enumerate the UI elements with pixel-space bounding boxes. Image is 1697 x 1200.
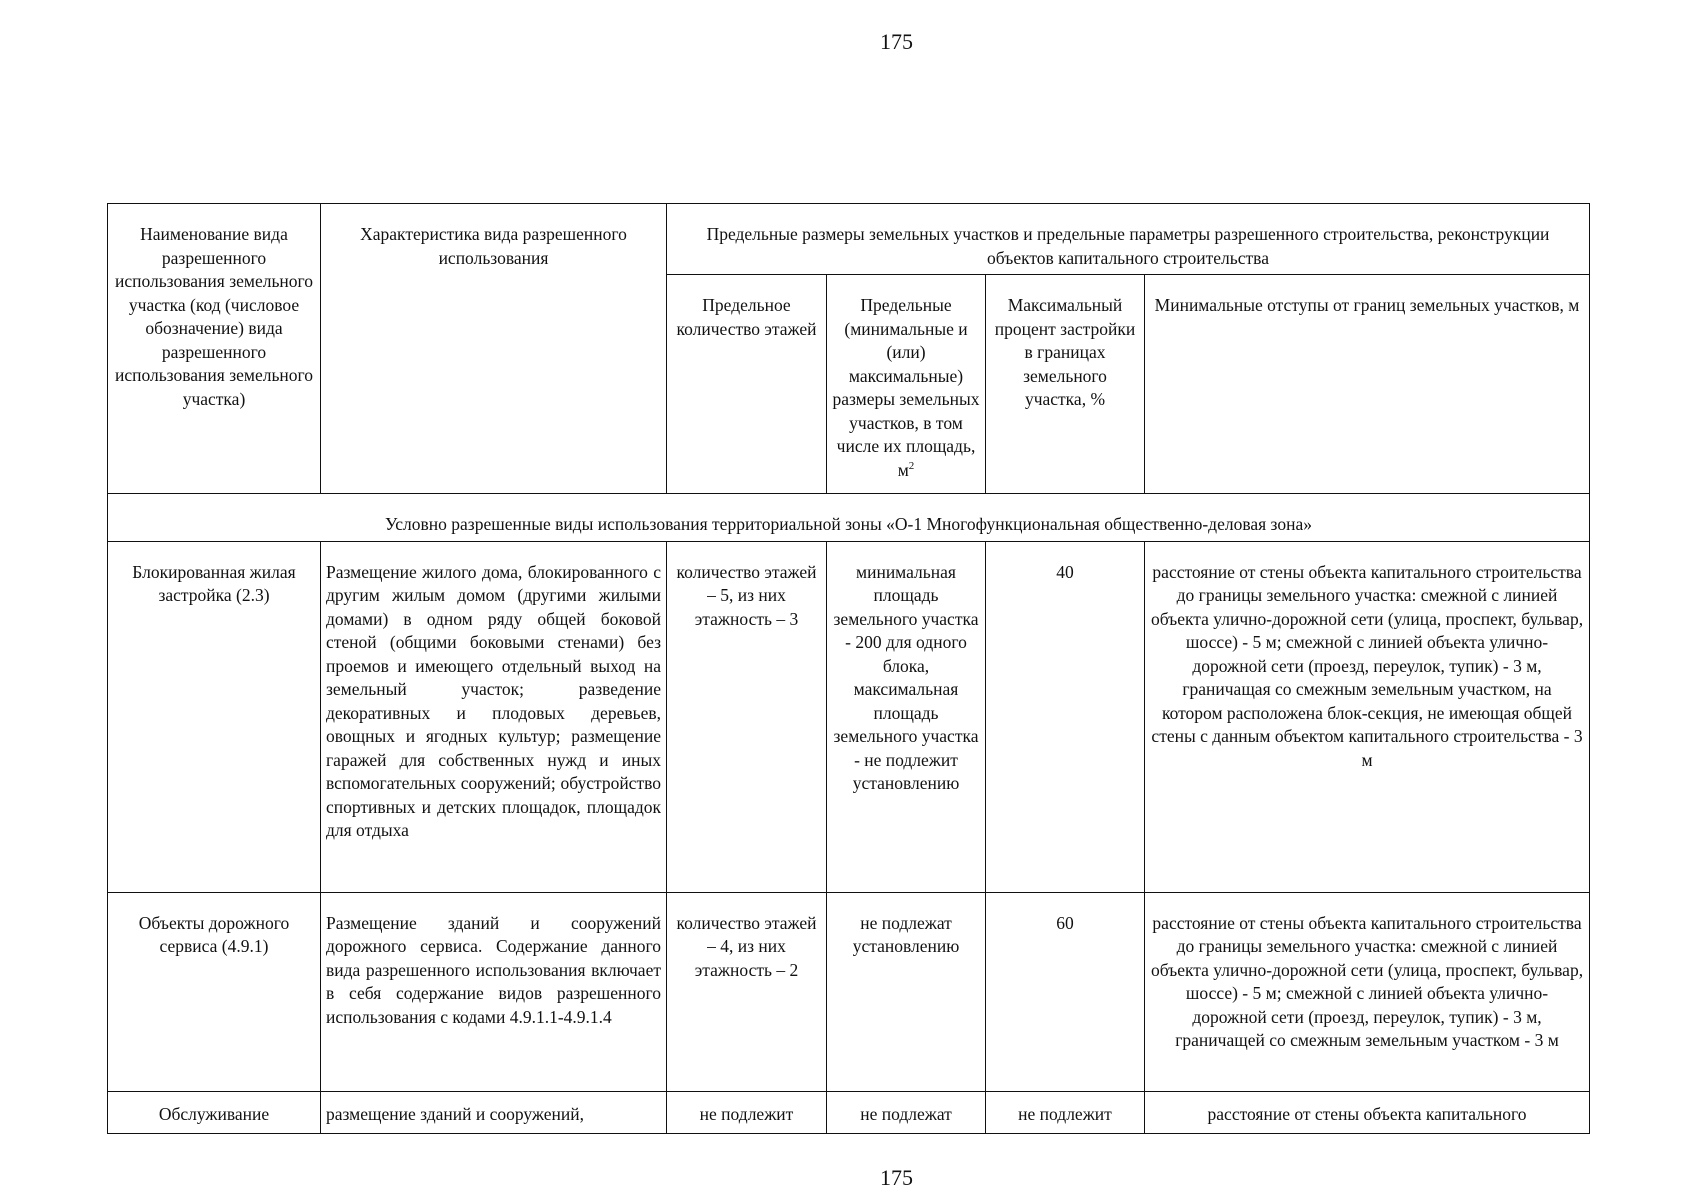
use-description: размещение зданий и сооружений, <box>321 1091 667 1134</box>
table-header-row <box>108 204 1590 275</box>
setbacks: расстояние от стены объекта капитального строительства до границы земельного участка: смежной с линией объекта улично-дорожной сети (улица, проспект, бульвар, шоссе) - 5 м; смежной с линией объекта улично-дорожной сети (проезд, переулок, тупик) - 3 м, граничащей со смежным земельным участком - 3 м <box>1145 892 1590 1091</box>
use-description: Размещение зданий и сооружений дорожного сервиса. Содержание данного вида разрешенного использования включает в себя содержание видов разрешенного использования с кодами 4.9.1.1-4.9.1.4 <box>321 892 667 1091</box>
header-limits-group: Предельные размеры земельных участков и предельные параметры разрешенного строительства, реконструкции объектов капитального строительства <box>667 204 1590 275</box>
floors-limit: не подлежит <box>667 1091 827 1134</box>
floors-limit: количество этажей – 5, из них этажность – 3 <box>667 541 827 892</box>
setbacks: расстояние от стены объекта капитального <box>1145 1091 1590 1134</box>
page-number-bottom: 175 <box>880 1165 913 1190</box>
plot-size-limit: не подлежат <box>827 1091 986 1134</box>
header-plot-sizes-sup: 2 <box>908 459 915 472</box>
table-row <box>108 541 1590 892</box>
header-build-percent: Максимальный процент застройки в границах земельного участка, % <box>986 275 1145 494</box>
zoning-regulations-table <box>107 203 1590 1134</box>
plot-size-limit: минимальная площадь земельного участка - 200 для одного блока, максимальная площадь земельного участка - не подлежит установлению <box>827 541 986 892</box>
use-name: Объекты дорожного сервиса (4.9.1) <box>108 892 321 1091</box>
section-title: Условно разрешенные виды использования территориальной зоны «О-1 Многофункциональная общественно-деловая зона» <box>108 494 1590 542</box>
use-name: Блокированная жилая застройка (2.3) <box>108 541 321 892</box>
table-row <box>108 892 1590 1091</box>
header-plot-sizes <box>827 275 986 494</box>
use-name: Обслуживание <box>108 1091 321 1134</box>
header-plot-sizes-text: Предельные (минимальные и (или) максимальные) размеры земельных участков, в том числе их площадь, м <box>832 295 980 480</box>
floors-limit: количество этажей – 4, из них этажность – 2 <box>667 892 827 1091</box>
build-percent: не подлежит <box>986 1091 1145 1134</box>
header-use-description: Характеристика вида разрешенного использования <box>321 204 667 494</box>
header-setbacks: Минимальные отступы от границ земельных участков, м <box>1145 275 1590 494</box>
use-description: Размещение жилого дома, блокированного с другим жилым домом (другими жилыми домами) в одном ряду общей боковой стеной (общими боковыми стенами) без проемов и имеющего отдельный выход на земельный участок; разведение декоративных и плодовых деревьев, овощных и ягодных культур; размещение гаражей для собственных нужд и иных вспомогательных сооружений; обустройство спортивных и детских площадок, площадок для отдыха <box>321 541 667 892</box>
header-floors: Предельное количество этажей <box>667 275 827 494</box>
build-percent: 60 <box>986 892 1145 1091</box>
plot-size-limit: не подлежат установлению <box>827 892 986 1091</box>
setbacks: расстояние от стены объекта капитального строительства до границы земельного участка: смежной с линией объекта улично-дорожной сети (улица, проспект, бульвар, шоссе) - 5 м; смежной с линией объекта улично-дорожной сети (проезд, переулок, тупик) - 3 м, граничащая со смежным земельным участком, на котором расположена блок-секция, не имеющая общей стены с данным объектом капитального строительства - 3 м <box>1145 541 1590 892</box>
section-title-row <box>108 494 1590 542</box>
build-percent: 40 <box>986 541 1145 892</box>
page-number-top: 175 <box>880 29 913 54</box>
table-row <box>108 1091 1590 1134</box>
header-use-name: Наименование вида разрешенного использования земельного участка (код (числовое обозначение) вида разрешенного использования земельного участка) <box>108 204 321 494</box>
